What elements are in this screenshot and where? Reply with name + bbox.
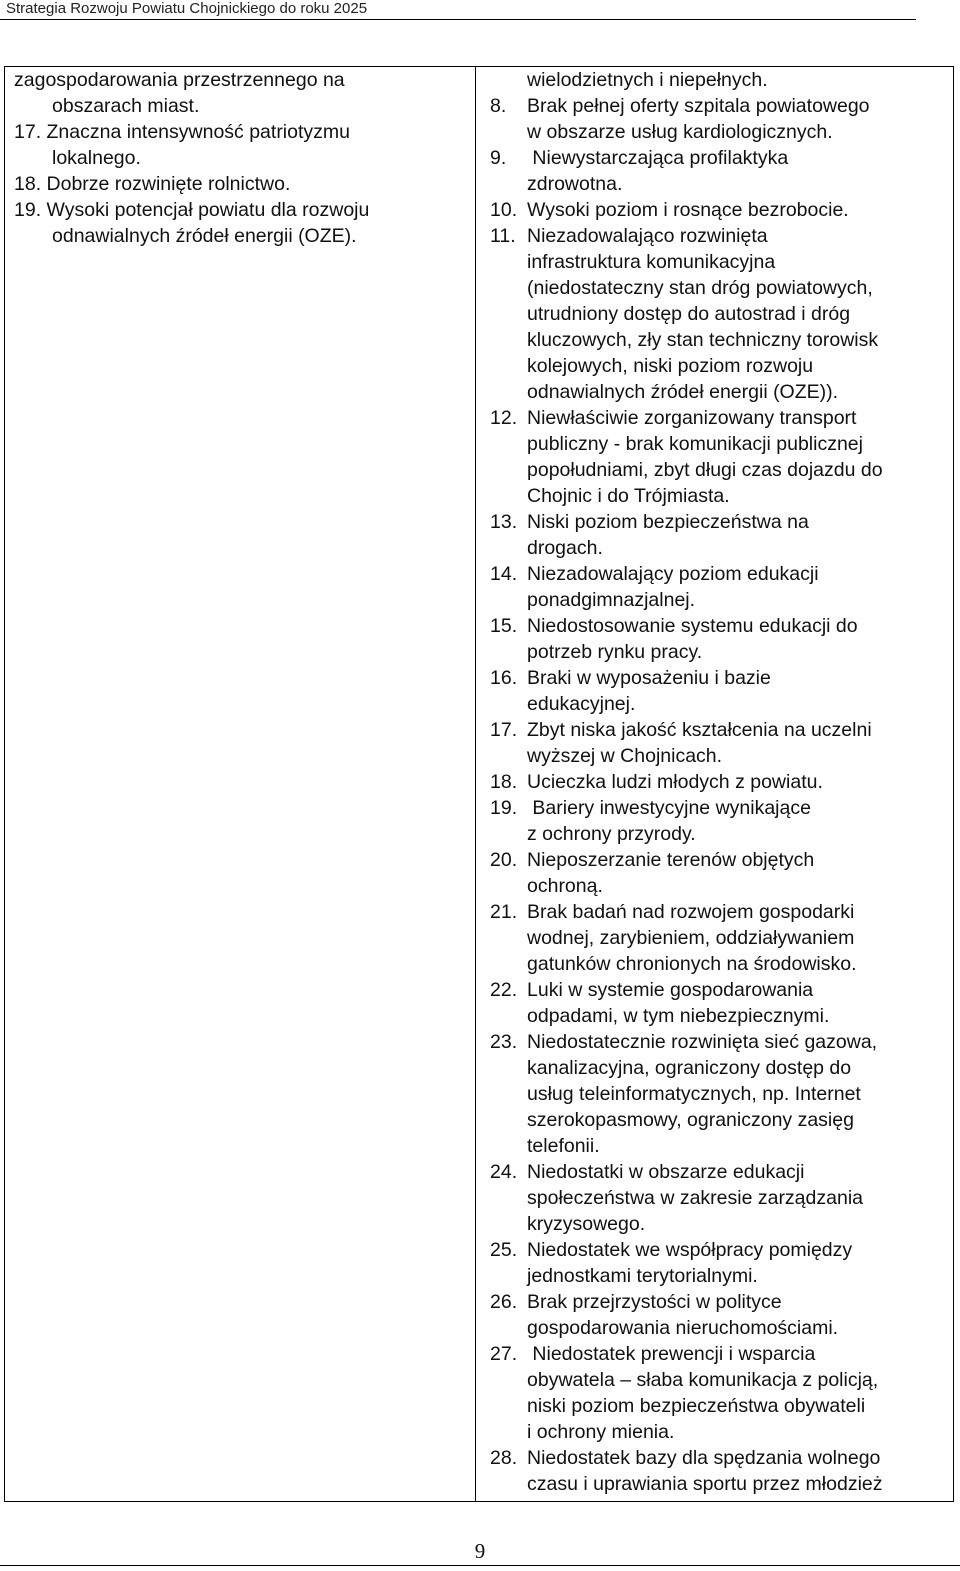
list-item xyxy=(490,769,950,795)
list-item-text: drogach. xyxy=(527,537,603,559)
list-item xyxy=(490,1159,950,1237)
list-item-text: utrudniony dostęp do autostrad i dróg xyxy=(527,303,851,325)
list-item-text: Niezadowalający poziom edukacji xyxy=(527,563,819,585)
list-item xyxy=(490,197,950,223)
list-item-text: czasu i uprawiania sportu przez młodzież xyxy=(527,1473,883,1495)
list-item-text: Luki w systemie gospodarowania xyxy=(527,979,814,1001)
list-item-text: gospodarowania nieruchomościami. xyxy=(527,1317,839,1339)
list-item-text: Niedostatecznie rozwinięta sieć gazowa, xyxy=(527,1031,878,1053)
left-column-line: 19. Wysoki potencjał powiatu dla rozwoju xyxy=(14,199,370,221)
list-item-number: 10. xyxy=(490,199,518,221)
list-item-number: 22. xyxy=(490,979,518,1001)
list-item-text: Braki w wyposażeniu i bazie xyxy=(527,667,771,689)
list-item-text: zdrowotna. xyxy=(527,173,623,195)
list-item-text: Niezadowalająco rozwinięta xyxy=(527,225,768,247)
list-item-text: Zbyt niska jakość kształcenia na uczelni xyxy=(527,719,872,741)
list-item xyxy=(490,665,950,717)
left-column-line: 18. Dobrze rozwinięte rolnictwo. xyxy=(14,173,291,195)
list-item-text: Niedostatek bazy dla spędzania wolnego xyxy=(527,1447,881,1469)
list-item-text: szerokopasmowy, ograniczony zasięg xyxy=(527,1109,854,1131)
list-item-number: 13. xyxy=(490,511,518,533)
list-item-text: niski poziom bezpieczeństwa obywateli xyxy=(527,1395,866,1417)
list-item-number: 14. xyxy=(490,563,518,585)
list-item xyxy=(490,93,950,145)
list-item-text: w obszarze usług kardiologicznych. xyxy=(527,121,833,143)
left-column-line: odnawialnych źródeł energii (OZE). xyxy=(52,225,357,247)
running-header: Strategia Rozwoju Powiatu Chojnickiego do roku 2025 xyxy=(6,0,368,17)
list-item-text: Niski poziom bezpieczeństwa na xyxy=(527,511,809,533)
list-item-number: 24. xyxy=(490,1161,518,1183)
list-item xyxy=(490,1289,950,1341)
list-item xyxy=(490,405,950,509)
list-item xyxy=(490,977,950,1029)
list-item-text: społeczeństwa w zakresie zarządzania xyxy=(527,1187,863,1209)
list-item-text: gatunków chronionych na środowisko. xyxy=(527,953,857,975)
left-column-line: zagospodarowania przestrzennego na xyxy=(14,69,345,91)
list-item xyxy=(490,1029,950,1159)
list-item xyxy=(490,145,950,197)
list-item-text: (niedostateczny stan dróg powiatowych, xyxy=(527,277,873,299)
list-item xyxy=(490,223,950,405)
list-item-text: wyższej w Chojnicach. xyxy=(527,745,723,767)
column-divider xyxy=(475,66,476,1502)
list-item xyxy=(490,795,950,847)
list-item-text: edukacyjnej. xyxy=(527,693,636,715)
list-item-text: z ochrony przyrody. xyxy=(527,823,696,845)
left-column xyxy=(14,67,459,249)
list-item xyxy=(490,1237,950,1289)
list-item-text: Niedostatek we współpracy pomiędzy xyxy=(527,1239,853,1261)
list-item-text: Wysoki poziom i rosnące bezrobocie. xyxy=(527,199,849,221)
list-item-text: potrzeb rynku pracy. xyxy=(527,641,703,663)
list-item xyxy=(490,1445,950,1497)
list-item-number: 18. xyxy=(490,771,518,793)
list-item-text: Niewystarczająca profilaktyka xyxy=(527,147,789,169)
left-column-line: obszarach miast. xyxy=(52,95,200,117)
list-item xyxy=(490,899,950,977)
left-column-line: 17. Znaczna intensywność patriotyzmu xyxy=(14,121,350,143)
list-item-number: 26. xyxy=(490,1291,518,1313)
list-item-number: 17. xyxy=(490,719,518,741)
list-item-number: 9. xyxy=(490,147,507,169)
list-item-number: 28. xyxy=(490,1447,518,1469)
list-item-text: infrastruktura komunikacyjna xyxy=(527,251,776,273)
footer-rule xyxy=(0,1565,960,1566)
list-item-text: usług teleinformatycznych, np. Internet xyxy=(527,1083,861,1105)
list-item-text: Niedostatki w obszarze edukacji xyxy=(527,1161,805,1183)
right-column xyxy=(490,67,950,1497)
list-item-text: kluczowych, zły stan techniczny torowisk xyxy=(527,329,879,351)
list-item-text: obywatela – słaba komunikacja z policją, xyxy=(527,1369,879,1391)
list-item-number: 16. xyxy=(490,667,518,689)
list-item-text: Brak przejrzystości w polityce xyxy=(527,1291,782,1313)
list-item-text: kryzysowego. xyxy=(527,1213,646,1235)
list-item-text: popołudniami, zbyt długi czas dojazdu do xyxy=(527,459,883,481)
list-item xyxy=(490,847,950,899)
list-item-text: odnawialnych źródeł energii (OZE)). xyxy=(527,381,839,403)
list-item xyxy=(490,1341,950,1445)
list-item-text: Brak badań nad rozwojem gospodarki xyxy=(527,901,855,923)
list-item-text: ponadgimnazjalnej. xyxy=(527,589,696,611)
list-item-text: Ucieczka ludzi młodych z powiatu. xyxy=(527,771,823,793)
list-item-number: 12. xyxy=(490,407,518,429)
list-item-number: 8. xyxy=(490,95,507,117)
list-item-text: wodnej, zarybieniem, oddziaływaniem xyxy=(527,927,855,949)
list-item-text: Niewłaściwie zorganizowany transport xyxy=(527,407,857,429)
list-item-text: jednostkami terytorialnymi. xyxy=(527,1265,758,1287)
list-item xyxy=(490,613,950,665)
list-item-number: 19. xyxy=(490,797,518,819)
list-item-text: publiczny - brak komunikacji publicznej xyxy=(527,433,863,455)
list-item-text: Niedostosowanie systemu edukacji do xyxy=(527,615,858,637)
list-item xyxy=(490,561,950,613)
continuation-line: wielodzietnych i niepełnych. xyxy=(527,69,768,91)
list-item xyxy=(490,509,950,561)
list-item-number: 25. xyxy=(490,1239,518,1261)
list-item-text: kolejowych, niski poziom rozwoju xyxy=(527,355,814,377)
list-item-text: Brak pełnej oferty szpitala powiatowego xyxy=(527,95,870,117)
list-item-text: odpadami, w tym niebezpiecznymi. xyxy=(527,1005,830,1027)
left-column-line: lokalnego. xyxy=(52,147,141,169)
list-item-text: Nieposzerzanie terenów objętych xyxy=(527,849,815,871)
list-item-text: Niedostatek prewencji i wsparcia xyxy=(527,1343,816,1365)
list-item-number: 21. xyxy=(490,901,518,923)
list-item-number: 27. xyxy=(490,1343,518,1365)
list-item-text: Bariery inwestycyjne wynikające xyxy=(527,797,811,819)
list-item-text: telefonii. xyxy=(527,1135,600,1157)
list-item xyxy=(490,717,950,769)
page-number: 9 xyxy=(474,1539,486,1563)
list-item-number: 11. xyxy=(490,225,516,247)
list-item-text: kanalizacyjna, ograniczony dostęp do xyxy=(527,1057,852,1079)
list-item-text: i ochrony mienia. xyxy=(527,1421,675,1443)
header-rule xyxy=(0,19,916,20)
list-item-number: 15. xyxy=(490,615,518,637)
list-item-number: 23. xyxy=(490,1031,518,1053)
list-item-number: 20. xyxy=(490,849,518,871)
list-item-text: ochroną. xyxy=(527,875,603,897)
list-item-text: Chojnic i do Trójmiasta. xyxy=(527,485,730,507)
